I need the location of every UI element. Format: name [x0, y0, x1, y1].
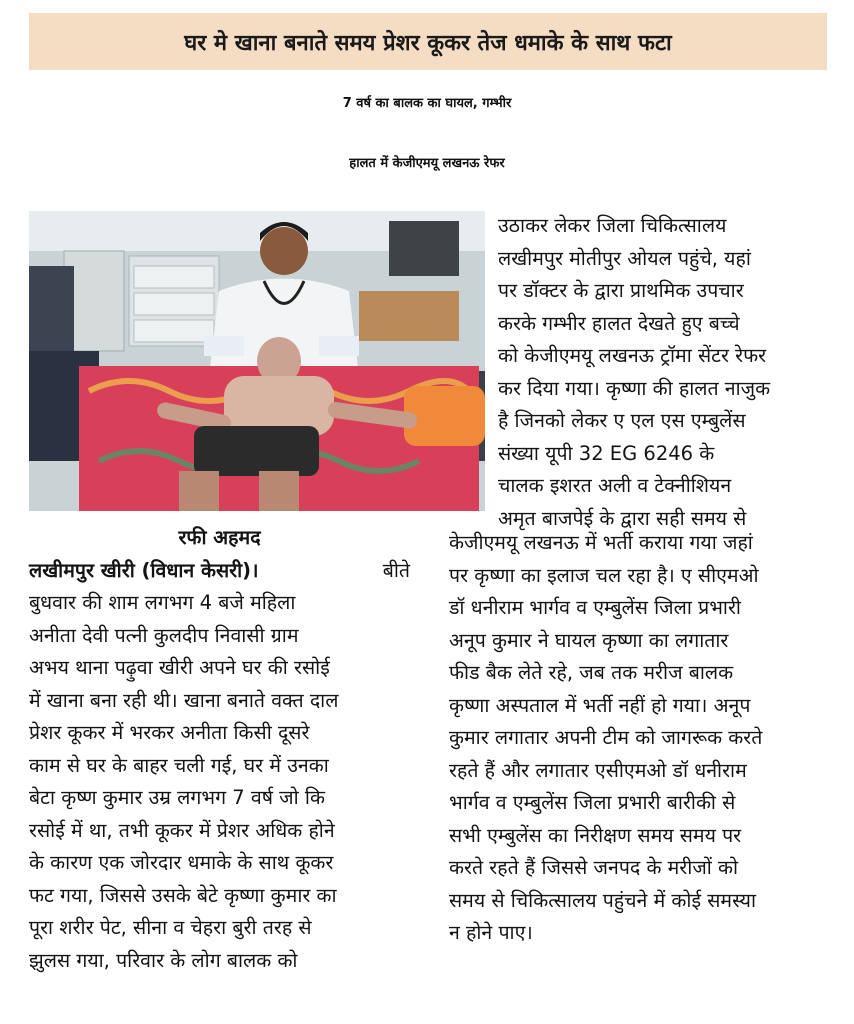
text-line: काम से घर के बाहर चली गई, घर में उनका	[29, 753, 329, 777]
text-line: है जिनको लेकर ए एल एस एम्बुलेंस	[498, 409, 746, 432]
text-line: लखीमपुर मोतीपुर ओयल पहुंचे, यहां	[498, 246, 751, 270]
kicker-banner	[29, 13, 827, 70]
text-line: समय से चिकित्सालय पहुंचने में कोई समस्या	[449, 888, 757, 912]
text-line: झुलस गया, परिवार के लोग बालक को	[29, 948, 298, 972]
article-column-right-bottom	[449, 527, 828, 950]
text-line: पूरा शरीर पेट, सीना व चेहरा बुरी तरह से	[29, 916, 312, 939]
text-line: में खाना बना रही थी। खाना बनाते वक्त दाल	[29, 688, 339, 712]
text-line: बीते	[382, 558, 410, 582]
text-line: केजीएमयू लखनऊ में भर्ती कराया गया जहां	[449, 531, 753, 554]
text-line: बेटा कृष्ण कुमार उम्र लगभग 7 वर्ष जो कि	[29, 786, 325, 809]
text-line: को केजीएमयू लखनऊ ट्रॉमा सेंटर रेफर	[498, 344, 767, 367]
kicker-text: घर मे खाना बनाते समय प्रेशर कूकर तेज धमाके के साथ फटा	[184, 30, 672, 56]
text-line: करते रहते हैं जिससे जनपद के मरीजों को	[449, 856, 739, 879]
text-line: कृष्णा अस्पताल में भर्ती नहीं हो गया। अनूप	[449, 693, 751, 717]
text-line: अनूप कुमार ने घायल कृष्णा का लगातार	[449, 628, 729, 652]
text-line: करके गम्भीर हालत देखते हुए बच्चे	[498, 311, 740, 335]
text-line: के कारण एक जोरदार धमाके के साथ कूकर	[29, 851, 334, 874]
ambulance-scene-illustration	[29, 211, 485, 511]
text-line: अभय थाना पढ़ुवा खीरी अपने घर की रसोई	[29, 656, 330, 679]
news-photo	[29, 211, 485, 511]
headline-line-2: हालत में केजीएमयू लखनऊ रेफर	[349, 156, 505, 171]
text-line: संख्या यूपी 32 EG 6246 के	[498, 441, 715, 465]
text-line: अनीता देवी पत्नी कुलदीप निवासी ग्राम	[29, 623, 299, 647]
article-column-right-top	[498, 210, 828, 535]
text-line: डॉ धनीराम भार्गव व एम्बुलेंस जिला प्रभारी	[449, 596, 741, 619]
byline: रफी अहमद	[178, 526, 261, 549]
headline-line-1: 7 वर्ष का बालक का घायल, गम्भीर	[342, 96, 512, 111]
text-line: फट गया, जिससे उसके बेटे कृष्णा कुमार का	[29, 883, 337, 907]
text-line: पर कृष्णा का इलाज चल रहा है। ए सीएमओ	[449, 563, 759, 587]
text-line: अमृत बाजपेई के द्वारा सही समय से	[498, 506, 747, 530]
text-line: बुधवार की शाम लगभग 4 बजे महिला	[29, 591, 296, 614]
text-line: न होने पाए।	[449, 921, 533, 944]
text-line: रसोई में था, तभी कूकर में प्रेशर अधिक होने	[29, 818, 335, 842]
text-line: प्रेशर कूकर में भरकर अनीता किसी दूसरे	[29, 721, 310, 744]
text-line: फीड बैक लेते रहे, जब तक मरीज बालक	[449, 661, 734, 684]
text-line: रहते हैं और लगातार एसीएमओ डॉ धनीराम	[449, 758, 747, 782]
dateline-line	[29, 555, 410, 588]
text-line: कर दिया गया। कृष्णा की हालत नाजुक	[498, 376, 771, 400]
headline	[20, 74, 834, 194]
dateline: लखीमपुर खीरी (विधान केसरी)।	[29, 558, 259, 582]
text-line: चालक इशरत अली व टेक्नीशियन	[498, 474, 732, 497]
text-line: उठाकर लेकर जिला चिकित्सालय	[498, 214, 727, 237]
text-line: सभी एम्बुलेंस का निरीक्षण समय समय पर	[449, 823, 742, 847]
article-column-left	[29, 522, 410, 977]
text-line: पर डॉक्टर के द्वारा प्राथमिक उपचार	[498, 279, 744, 302]
text-line: भार्गव व एम्बुलेंस जिला प्रभारी बारीकी से	[449, 791, 736, 814]
text-line: कुमार लगातार अपनी टीम को जागरूक करते	[449, 726, 763, 749]
